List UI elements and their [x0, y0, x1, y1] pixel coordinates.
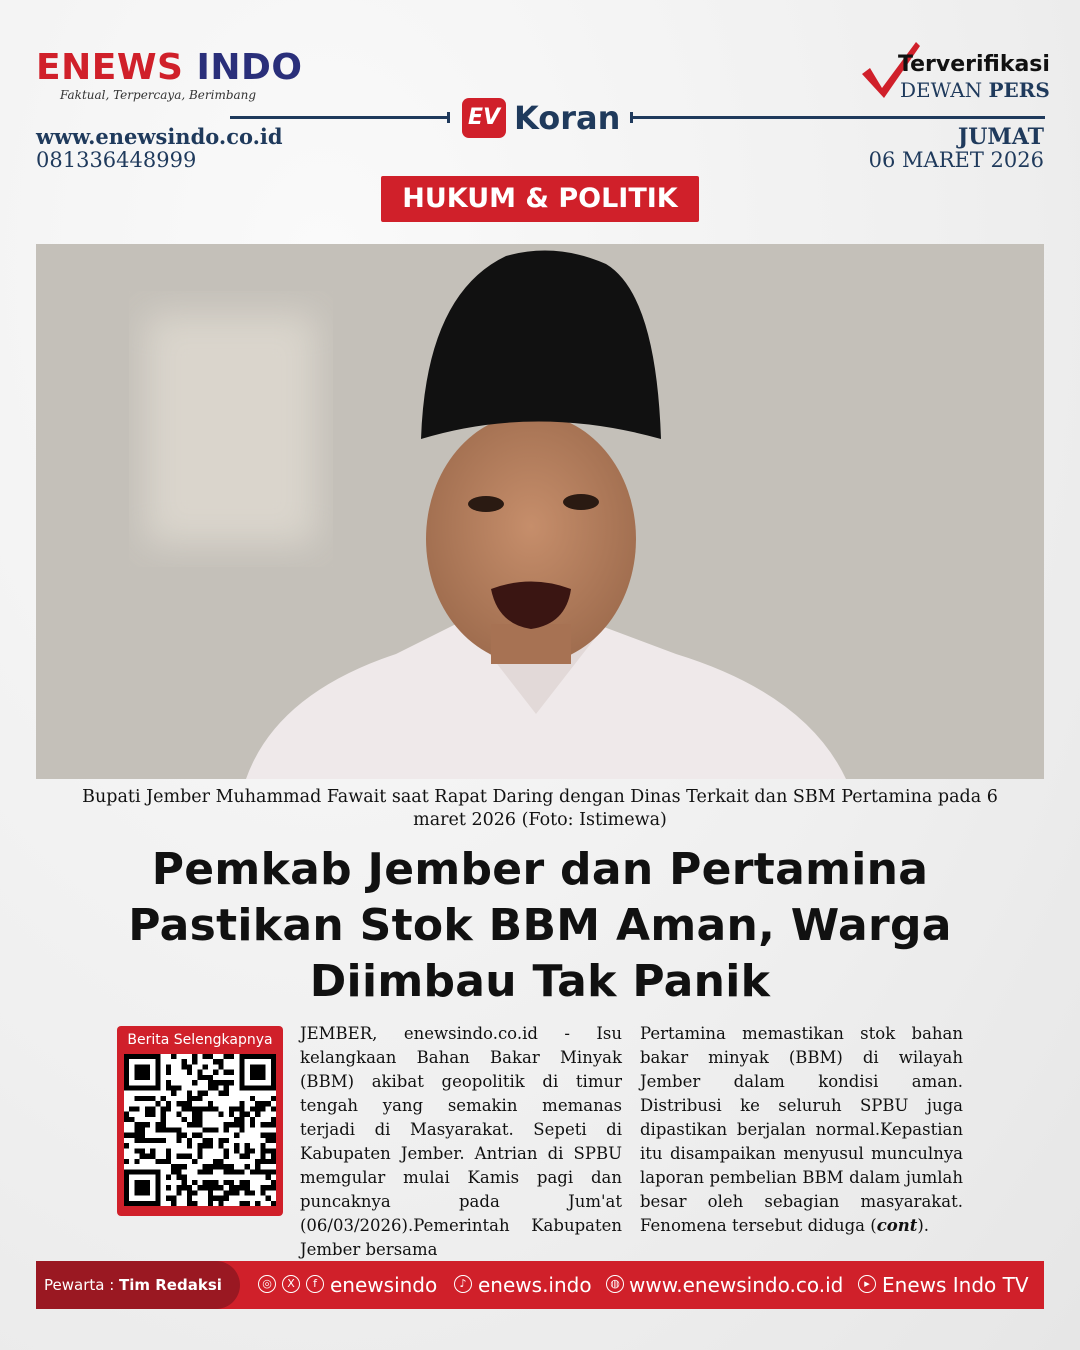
header-divider-left: [230, 116, 450, 119]
qr-label: Berita Selengkapnya: [127, 1032, 273, 1048]
publish-date: 06 MARET 2026: [868, 148, 1044, 172]
phone-number: 081336448999: [36, 148, 197, 172]
qr-code-icon[interactable]: [124, 1054, 276, 1206]
article-photo: [36, 244, 1044, 779]
footer-website[interactable]: www.enewsindo.co.id: [629, 1273, 844, 1297]
publish-day: JUMAT: [957, 124, 1044, 150]
photo-caption: Bupati Jember Muhammad Fawait saat Rapat Daring dengan Dinas Terkait dan SBM Pertamina pada 6 maret 2026 (Foto: Istimewa): [82, 787, 998, 830]
x-icon[interactable]: X: [282, 1275, 300, 1293]
globe-icon[interactable]: ◍: [606, 1275, 624, 1293]
tiktok-handle[interactable]: enews.indo: [478, 1273, 592, 1297]
youtube-icon[interactable]: ▸: [858, 1275, 876, 1293]
youtube-channel[interactable]: Enews Indo TV: [882, 1273, 1029, 1297]
brand-logo: ENEWS INDO: [36, 47, 303, 88]
article-headline: Pemkab Jember dan Pertamina Pastikan Stok BBM Aman, Warga Diimbau Tak Panik: [128, 844, 952, 1007]
ev-logo-icon: EV: [462, 98, 506, 138]
brand-tagline: Faktual, Terpercaya, Berimbang: [60, 88, 257, 102]
verified-label: Terverifikasi: [898, 52, 1050, 77]
category-badge: HUKUM & POLITIK: [381, 176, 699, 222]
facebook-icon[interactable]: f: [306, 1275, 324, 1293]
reporter-credit: Pewarta : Tim Redaksi: [44, 1276, 222, 1294]
article-column-2: Pertamina memastikan stok bahan bakar minyak (BBM) di wilayah Jember dalam kondisi aman. Distribusi ke seluruh SPBU juga dipastikan berjalan normal.Kepastian itu disampaikan menyusul munculnya laporan pembelian BBM dalam jumlah besar oleh sebagian masyarakat. Fenomena tersebut diduga (cont).: [640, 1024, 963, 1235]
social-handle[interactable]: enewsindo: [330, 1273, 438, 1297]
instagram-icon[interactable]: ◎: [258, 1275, 276, 1293]
press-council-label: DEWAN PERS: [900, 78, 1050, 102]
tiktok-icon[interactable]: ♪: [454, 1275, 472, 1293]
website-text: www.enewsindo.co.id: [36, 124, 283, 149]
article-column-1: JEMBER, enewsindo.co.id - Isu kelangkaan Bahan Bakar Minyak (BBM) akibat geopolitik di timur tengah yang semakin memanas terjadi di Masyarakat. Sepeti di Kabupaten Jember. Antrian di SPBU memgular mulai Kamis pagi dan puncaknya pada Jum'at (06/03/2026).Pemerintah Kabupaten Jember bersama: [300, 1024, 622, 1259]
header-divider-right: [630, 116, 1045, 119]
edition-label: Koran: [514, 99, 621, 137]
